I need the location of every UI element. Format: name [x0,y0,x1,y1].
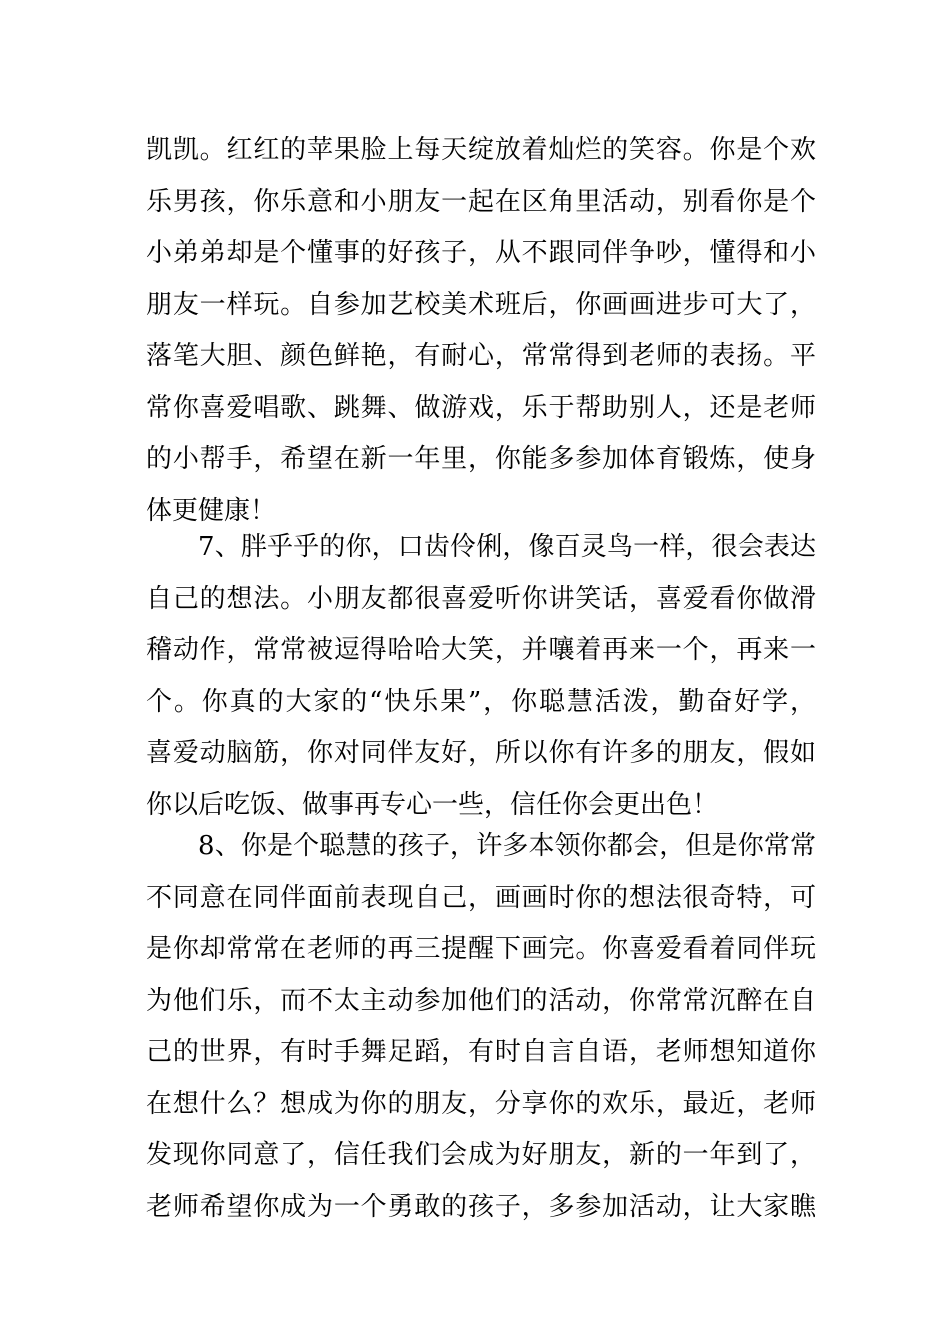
text-line: 乐男孩，你乐意和小朋友一起在区角里活动，别看你是个 [146,186,816,217]
text-line: 喜爱动脑筋，你对同伴友好，所以你有许多的朋友，假如 [146,738,816,768]
text-line: 朋友一样玩。自参加艺校美术班后，你画画进步可大了， [146,289,816,320]
text-line: 是你却常常在老师的再三提醒下画完。你喜爱看着同伴玩 [146,934,816,964]
text-line: 7、胖乎乎的你，口齿伶俐，像百灵鸟一样，很会表达 [198,532,816,562]
text-line: 凯凯。红红的苹果脸上每天绽放着灿烂的笑容。你是个欢 [146,135,816,165]
paragraph-6-continuation [146,125,816,537]
text-line: 小弟弟却是个懂事的好孩子，从不跟同伴争吵，懂得和小 [146,238,816,268]
text-line: 个。你真的大家的“快乐果”，你聪慧活泼，勤奋好学， [146,686,816,717]
text-line: 你以后吃饭、做事再专心一些，信任你会更出色！ [146,789,719,820]
text-line: 不同意在同伴面前表现自己，画画时你的想法很奇特，可 [146,882,816,913]
text-line: 常你喜爱唱歌、跳舞、做游戏，乐于帮助别人，还是老师 [146,392,816,423]
text-line: 的小帮手，希望在新一年里，你能多参加体育锻炼，使身 [146,444,816,474]
text-line: 自己的想法。小朋友都很喜爱听你讲笑话，喜爱看你做滑 [146,583,816,614]
text-line: 体更健康！ [146,495,277,526]
paragraph-8 [146,821,816,1233]
text-line: 落笔大胆、颜色鲜艳，有耐心，常常得到老师的表扬。平 [146,341,816,371]
paragraph-7 [146,522,816,831]
text-line: 8、你是个聪慧的孩子，许多本领你都会，但是你常常 [198,831,816,861]
text-line: 在想什么？想成为你的朋友，分享你的欢乐，最近，老师 [146,1088,816,1119]
text-line: 发现你同意了，信任我们会成为好朋友，新的一年到了， [146,1140,816,1170]
text-line: 己的世界，有时手舞足蹈，有时自言自语，老师想知道你 [146,1037,816,1067]
text-line: 稽动作，常常被逗得哈哈大笑，并嚷着再来一个，再来一 [146,635,816,665]
text-line: 老师希望你成为一个勇敢的孩子，多参加活动，让大家瞧 [146,1191,816,1222]
text-line: 为他们乐，而不太主动参加他们的活动，你常常沉醉在自 [146,985,816,1016]
